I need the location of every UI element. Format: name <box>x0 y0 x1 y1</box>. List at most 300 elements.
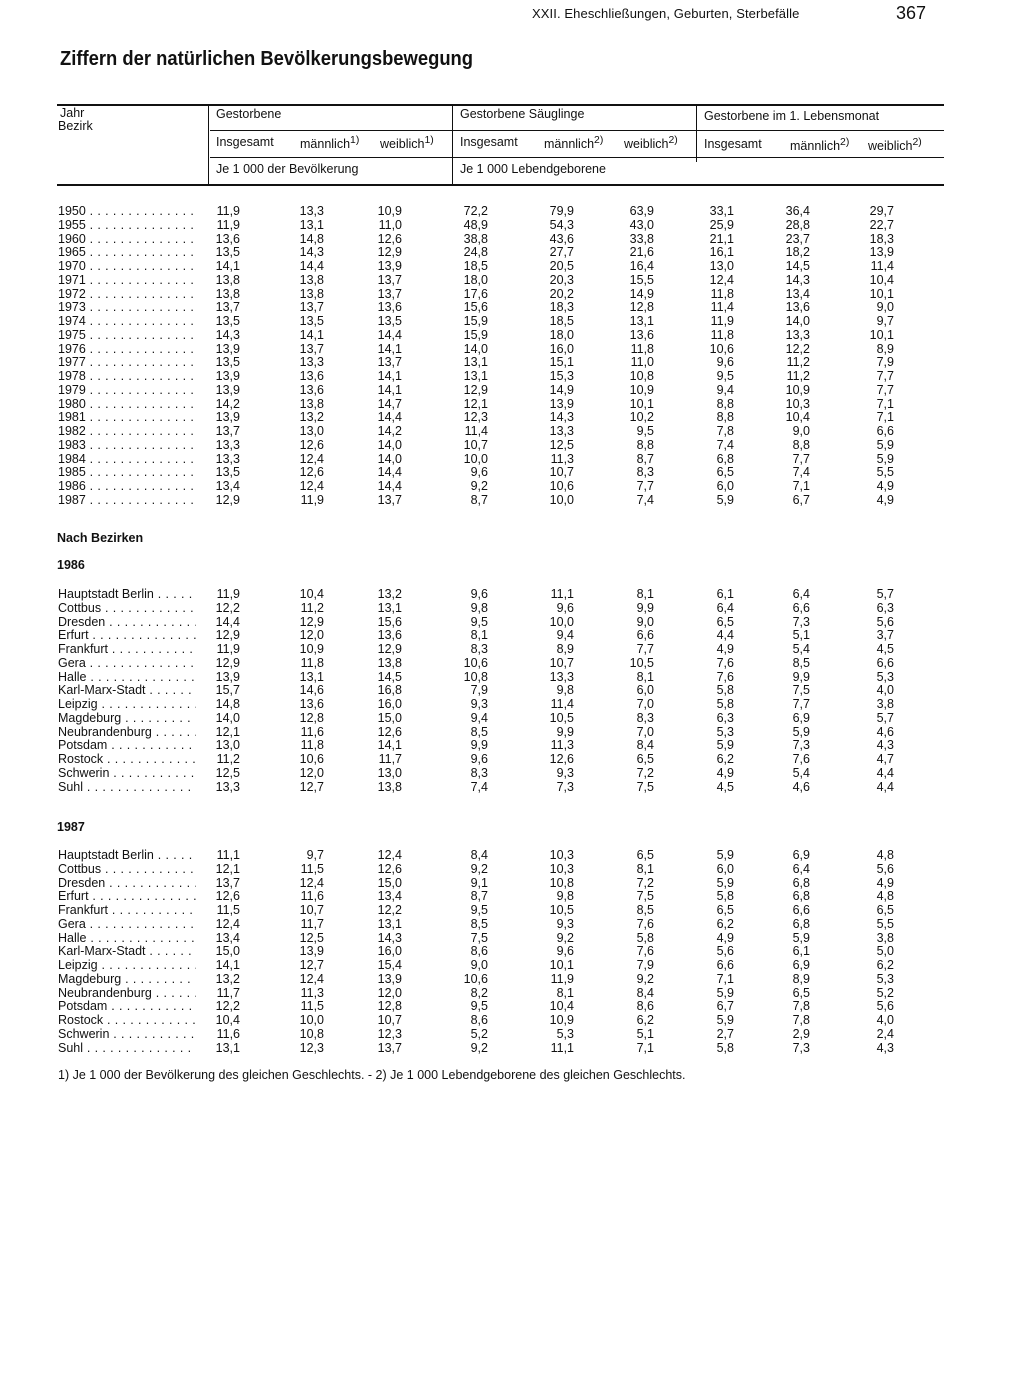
table-cell: 11,6 <box>300 889 324 904</box>
table-cell: 8,3 <box>636 710 654 725</box>
row-label: Magdeburg . . . <box>58 711 196 725</box>
table-cell: 12,9 <box>215 628 240 643</box>
table-cell: 9,4 <box>470 710 488 725</box>
table-cell: 15,9 <box>463 327 488 342</box>
table-cell: 6,0 <box>716 479 734 493</box>
table-cell: 12,8 <box>299 710 324 725</box>
table-cell: 14,2 <box>215 396 240 411</box>
table-cell: 12,7 <box>299 958 324 972</box>
section-heading: Nach Bezirken <box>57 531 144 545</box>
table-cell: 13,4 <box>215 930 240 945</box>
table-cell: 18,3 <box>549 300 574 315</box>
table-cell: 11,1 <box>550 1040 574 1055</box>
table-cell: 13,8 <box>299 286 324 301</box>
row-label: 1973 . . . <box>58 300 196 314</box>
col-header-insgesamt: Insgesamt <box>216 135 274 149</box>
table-cell: 12,1 <box>215 861 240 876</box>
table-row <box>0 342 1024 356</box>
table-row <box>0 218 1024 232</box>
table-cell: 63,9 <box>629 204 654 218</box>
table-cell: 12,2 <box>785 341 810 356</box>
table-cell: 4,4 <box>876 765 894 780</box>
table-cell: 9,2 <box>470 479 488 493</box>
table-cell: 7,7 <box>792 697 810 711</box>
table-cell: 13,5 <box>215 465 240 480</box>
row-label: 1977 . . . <box>58 355 196 369</box>
table-cell: 9,2 <box>636 971 654 986</box>
table-cell: 12,6 <box>299 465 324 480</box>
table-cell: 5,3 <box>716 724 734 739</box>
table-cell: 10,9 <box>377 204 402 218</box>
table-cell: 11,9 <box>216 217 240 232</box>
row-label: Neubrandenburg . . . <box>58 986 196 1000</box>
table-cell: 4,8 <box>876 848 894 862</box>
group-rule <box>210 130 944 131</box>
table-cell: 13,9 <box>215 382 240 397</box>
table-cell: 9,0 <box>792 424 810 438</box>
table-cell: 12,7 <box>299 779 324 794</box>
page-title: Ziffern der natürlichen Bevölkerungsbewegung <box>60 48 474 70</box>
table-cell: 14,3 <box>215 327 240 342</box>
row-label: Gera . . . <box>58 917 196 931</box>
table-row <box>0 780 1024 794</box>
group-header-neonatal-deaths: Gestorbene im 1. Lebensmonat <box>704 109 880 123</box>
table-cell: 16,1 <box>709 245 734 260</box>
table-cell: 4,9 <box>876 479 894 493</box>
table-cell: 5,3 <box>556 1026 574 1041</box>
table-cell: 10,7 <box>549 465 574 480</box>
table-cell: 8,9 <box>792 971 810 986</box>
table-cell: 9,6 <box>470 587 488 601</box>
table-cell: 10,4 <box>869 272 894 287</box>
row-label: Frankfurt . . . <box>58 642 196 656</box>
table-cell: 9,5 <box>470 903 488 917</box>
table-cell: 5,7 <box>876 710 894 725</box>
table-cell: 5,8 <box>716 889 734 904</box>
table-cell: 5,7 <box>876 587 894 601</box>
table-cell: 12,5 <box>549 437 574 452</box>
table-cell: 10,9 <box>629 382 654 397</box>
table-row <box>0 245 1024 259</box>
table-cell: 12,0 <box>377 985 402 1000</box>
table-cell: 9,8 <box>556 683 574 698</box>
table-cell: 6,6 <box>792 600 810 615</box>
row-label: Schwerin . . . <box>58 766 196 780</box>
table-cell: 5,6 <box>716 944 734 959</box>
table-cell: 18,0 <box>549 327 574 342</box>
table-cell: 11,9 <box>216 204 240 218</box>
table-cell: 7,3 <box>792 614 810 629</box>
table-row <box>0 656 1024 670</box>
table-cell: 11,6 <box>300 724 324 739</box>
table-row <box>0 410 1024 424</box>
table-cell: 13,6 <box>299 697 324 711</box>
table-cell: 8,9 <box>876 341 894 356</box>
row-label: 1982 . . . <box>58 424 196 438</box>
table-cell: 10,7 <box>299 903 324 917</box>
stub-label-year: Jahr <box>60 106 85 120</box>
table-row <box>0 438 1024 452</box>
table-cell: 9,4 <box>556 628 574 643</box>
col-header-maennlich: männlich$^{2)}$ <box>790 137 850 154</box>
table-cell: 7,9 <box>876 355 894 370</box>
table-cell: 11,2 <box>786 369 810 383</box>
table-cell: 9,5 <box>636 424 654 438</box>
year-heading-1987: 1987 <box>57 820 85 834</box>
table-row <box>0 300 1024 314</box>
table-cell: 43,6 <box>549 231 574 246</box>
row-label: Neubrandenburg . . . <box>58 725 196 739</box>
table-cell: 8,8 <box>792 437 810 452</box>
table-cell: 6,8 <box>792 889 810 904</box>
table-cell: 12,3 <box>463 410 488 425</box>
table-cell: 5,9 <box>876 437 894 452</box>
table-cell: 14,1 <box>215 958 240 972</box>
table-cell: 11,5 <box>300 999 324 1014</box>
table-cell: 15,3 <box>549 369 574 383</box>
table-cell: 8,3 <box>470 642 488 656</box>
row-label: Halle . . . <box>58 931 196 945</box>
stub-label-district: Bezirk <box>58 119 93 133</box>
table-cell: 10,3 <box>785 396 810 411</box>
table-cell: 7,6 <box>716 655 734 670</box>
table-cell: 9,7 <box>876 314 894 328</box>
table-cell: 13,6 <box>629 327 654 342</box>
table-cell: 9,6 <box>470 752 488 766</box>
group-header-deaths: Gestorbene <box>216 107 282 121</box>
unit-label-population: Je 1 000 der Bevölkerung <box>216 162 359 176</box>
table-cell: 7,7 <box>792 451 810 466</box>
table-cell: 13,0 <box>709 259 734 273</box>
table-cell: 18,2 <box>785 245 810 260</box>
table-cell: 10,9 <box>299 642 324 656</box>
table-cell: 9,2 <box>470 861 488 876</box>
table-row <box>0 999 1024 1013</box>
table-cell: 13,8 <box>299 396 324 411</box>
row-label: Leipzig . . . <box>58 697 196 711</box>
table-cell: 9,7 <box>306 848 324 862</box>
table-cell: 3,8 <box>876 697 894 711</box>
table-row <box>0 601 1024 615</box>
table-cell: 14,3 <box>785 272 810 287</box>
table-cell: 13,5 <box>215 314 240 328</box>
table-cell: 6,0 <box>716 861 734 876</box>
table-cell: 10,1 <box>629 396 654 411</box>
table-cell: 13,7 <box>299 341 324 356</box>
table-cell: 8,1 <box>470 628 488 643</box>
table-cell: 13,1 <box>463 355 488 370</box>
table-cell: 13,3 <box>785 327 810 342</box>
table-cell: 29,7 <box>869 204 894 218</box>
table-row <box>0 903 1024 917</box>
table-cell: 7,0 <box>636 724 654 739</box>
table-cell: 13,5 <box>215 355 240 370</box>
table-cell: 7,5 <box>636 779 654 794</box>
col-header-maennlich: männlich$^{1)}$ <box>300 135 360 152</box>
table-cell: 13,3 <box>549 424 574 438</box>
table-cell: 36,4 <box>785 204 810 218</box>
table-cell: 13,3 <box>215 451 240 466</box>
col-header-weiblich: weiblich$^{1)}$ <box>380 135 434 152</box>
table-cell: 9,6 <box>716 355 734 370</box>
row-label: 1987 . . . <box>58 493 196 507</box>
table-cell: 11,6 <box>216 1026 240 1041</box>
table-cell: 13,8 <box>215 286 240 301</box>
table-cell: 13,1 <box>629 314 654 328</box>
table-cell: 13,7 <box>215 875 240 890</box>
table-cell: 14,9 <box>629 286 654 301</box>
table-cell: 15,7 <box>215 683 240 698</box>
table-cell: 14,4 <box>377 465 402 480</box>
table-cell: 5,1 <box>636 1026 654 1041</box>
table-cell: 10,4 <box>785 410 810 425</box>
table-cell: 10,0 <box>549 492 574 507</box>
table-cell: 6,5 <box>716 465 734 480</box>
table-cell: 15,6 <box>377 614 402 629</box>
table-cell: 43,0 <box>629 217 654 232</box>
table-cell: 7,1 <box>876 410 894 425</box>
table-cell: 13,2 <box>215 971 240 986</box>
table-cell: 5,9 <box>716 738 734 753</box>
table-cell: 7,7 <box>876 369 894 383</box>
table-cell: 12,0 <box>299 765 324 780</box>
table-cell: 13,3 <box>215 779 240 794</box>
table-row <box>0 1013 1024 1027</box>
table-cell: 18,3 <box>869 231 894 246</box>
table-cell: 7,3 <box>792 1040 810 1055</box>
table-cell: 14,4 <box>377 479 402 493</box>
table-cell: 6,7 <box>792 492 810 507</box>
table-cell: 22,7 <box>869 217 894 232</box>
table-cell: 13,1 <box>377 916 402 931</box>
table-row <box>0 931 1024 945</box>
table-row <box>0 369 1024 383</box>
table-row <box>0 738 1024 752</box>
table-cell: 21,6 <box>629 245 654 260</box>
table-cell: 6,5 <box>876 903 894 917</box>
table-cell: 12,1 <box>463 396 488 411</box>
table-cell: 17,6 <box>463 286 488 301</box>
table-cell: 10,5 <box>549 710 574 725</box>
table-cell: 13,7 <box>377 272 402 287</box>
table-cell: 6,6 <box>716 958 734 972</box>
table-cell: 11,9 <box>216 642 240 656</box>
table-cell: 14,0 <box>463 341 488 356</box>
table-cell: 8,4 <box>636 738 654 753</box>
table-cell: 11,4 <box>464 424 488 438</box>
table-cell: 10,0 <box>299 1013 324 1027</box>
table-cell: 13,1 <box>463 369 488 383</box>
table-cell: 7,8 <box>792 999 810 1014</box>
table-row <box>0 1027 1024 1041</box>
table-cell: 11,7 <box>216 985 240 1000</box>
table-cell: 10,7 <box>463 437 488 452</box>
table-cell: 12,9 <box>463 382 488 397</box>
table-cell: 12,8 <box>377 999 402 1014</box>
row-label: Rostock . . . <box>58 752 196 766</box>
table-cell: 8,7 <box>636 451 654 466</box>
table-cell: 6,5 <box>636 752 654 766</box>
unit-rule <box>210 157 944 158</box>
row-label: Karl-Marx-Stadt . . . <box>58 944 196 958</box>
table-cell: 6,5 <box>716 903 734 917</box>
table-cell: 12,9 <box>377 245 402 260</box>
table-cell: 10,4 <box>215 1013 240 1027</box>
table-cell: 9,8 <box>470 600 488 615</box>
table-cell: 6,5 <box>636 848 654 862</box>
table-cell: 7,6 <box>792 752 810 766</box>
table-row <box>0 683 1024 697</box>
year-heading-1986: 1986 <box>57 558 85 572</box>
table-cell: 38,8 <box>463 231 488 246</box>
table-cell: 9,3 <box>556 765 574 780</box>
table-cell: 8,5 <box>792 655 810 670</box>
row-label: Suhl . . . <box>58 1041 196 1055</box>
table-cell: 4,9 <box>716 765 734 780</box>
table-cell: 14,7 <box>377 396 402 411</box>
table-cell: 10,1 <box>869 286 894 301</box>
table-cell: 7,3 <box>792 738 810 753</box>
table-cell: 4,7 <box>876 752 894 766</box>
table-cell: 8,5 <box>470 916 488 931</box>
table-cell: 9,6 <box>556 600 574 615</box>
table-cell: 4,6 <box>792 779 810 794</box>
table-cell: 9,9 <box>470 738 488 753</box>
table-cell: 13,6 <box>377 300 402 315</box>
table-cell: 2,4 <box>876 1026 894 1041</box>
table-cell: 14,2 <box>377 424 402 438</box>
table-cell: 8,1 <box>556 985 574 1000</box>
row-label: Dresden . . . <box>58 876 196 890</box>
table-cell: 27,7 <box>549 245 574 260</box>
table-cell: 12,1 <box>215 724 240 739</box>
table-cell: 10,2 <box>629 410 654 425</box>
row-label: 1976 . . . <box>58 342 196 356</box>
table-cell: 16,0 <box>549 341 574 356</box>
table-cell: 14,5 <box>785 259 810 273</box>
table-cell: 18,5 <box>463 259 488 273</box>
table-cell: 11,3 <box>550 451 574 466</box>
col-header-insgesamt: Insgesamt <box>460 135 518 149</box>
table-cell: 6,8 <box>716 451 734 466</box>
table-cell: 7,8 <box>792 1013 810 1027</box>
table-cell: 9,3 <box>470 697 488 711</box>
table-cell: 13,7 <box>377 286 402 301</box>
table-cell: 15,1 <box>549 355 574 370</box>
table-cell: 13,7 <box>299 300 324 315</box>
table-cell: 7,1 <box>792 479 810 493</box>
table-cell: 13,9 <box>215 341 240 356</box>
table-cell: 12,4 <box>299 875 324 890</box>
table-cell: 11,2 <box>216 752 240 766</box>
table-cell: 6,2 <box>716 752 734 766</box>
table-cell: 6,4 <box>792 587 810 601</box>
table-row <box>0 314 1024 328</box>
table-cell: 13,6 <box>785 300 810 315</box>
table-cell: 13,3 <box>299 204 324 218</box>
running-head: XXII. Eheschließungen, Geburten, Sterbefälle <box>532 6 800 21</box>
table-cell: 9,0 <box>876 300 894 315</box>
table-cell: 5,9 <box>716 875 734 890</box>
col-header-insgesamt: Insgesamt <box>704 137 762 151</box>
table-cell: 12,4 <box>709 272 734 287</box>
table-cell: 14,1 <box>377 341 402 356</box>
table-cell: 13,9 <box>869 245 894 260</box>
table-cell: 54,3 <box>549 217 574 232</box>
table-cell: 2,7 <box>716 1026 734 1041</box>
table-row <box>0 287 1024 301</box>
row-label: Magdeburg . . . <box>58 972 196 986</box>
table-row <box>0 628 1024 642</box>
table-row <box>0 587 1024 601</box>
table-cell: 7,8 <box>716 424 734 438</box>
table-cell: 13,7 <box>377 1040 402 1055</box>
table-cell: 9,4 <box>716 382 734 397</box>
table-cell: 9,0 <box>470 958 488 972</box>
table-cell: 12,6 <box>377 861 402 876</box>
table-cell: 7,5 <box>636 889 654 904</box>
header-divider <box>696 106 697 162</box>
row-label: Karl-Marx-Stadt . . . <box>58 683 196 697</box>
table-row <box>0 259 1024 273</box>
table-row <box>0 958 1024 972</box>
table-cell: 9,5 <box>716 369 734 383</box>
table-cell: 9,2 <box>470 1040 488 1055</box>
table-cell: 8,2 <box>470 985 488 1000</box>
table-cell: 6,2 <box>636 1013 654 1027</box>
table-cell: 11,2 <box>300 600 324 615</box>
table-cell: 12,9 <box>215 492 240 507</box>
table-cell: 14,1 <box>377 738 402 753</box>
table-cell: 13,0 <box>377 765 402 780</box>
table-cell: 14,4 <box>377 327 402 342</box>
table-cell: 14,4 <box>215 614 240 629</box>
table-cell: 13,9 <box>549 396 574 411</box>
table-cell: 8,6 <box>636 999 654 1014</box>
row-label: Cottbus . . . <box>58 862 196 876</box>
table-cell: 11,8 <box>630 341 654 356</box>
table-cell: 10,0 <box>549 614 574 629</box>
table-cell: 14,1 <box>299 327 324 342</box>
table-row <box>0 889 1024 903</box>
table-cell: 5,0 <box>876 944 894 959</box>
table-cell: 13,5 <box>215 245 240 260</box>
table-row <box>0 642 1024 656</box>
table-cell: 5,8 <box>716 683 734 698</box>
table-row <box>0 862 1024 876</box>
table-cell: 8,4 <box>636 985 654 1000</box>
table-cell: 6,6 <box>876 655 894 670</box>
table-cell: 8,3 <box>470 765 488 780</box>
table-cell: 33,1 <box>709 204 734 218</box>
row-label: Hauptstadt Berlin . . . <box>58 848 196 862</box>
row-label: Hauptstadt Berlin . . . <box>58 587 196 601</box>
table-cell: 10,6 <box>549 479 574 493</box>
table-row <box>0 424 1024 438</box>
table-cell: 4,4 <box>876 779 894 794</box>
table-cell: 11,9 <box>216 587 240 601</box>
table-cell: 7,2 <box>636 765 654 780</box>
table-cell: 12,5 <box>215 765 240 780</box>
table-cell: 12,4 <box>215 916 240 931</box>
table-cell: 9,2 <box>556 930 574 945</box>
header-divider <box>208 106 209 184</box>
row-label: Suhl . . . <box>58 780 196 794</box>
table-cell: 12,2 <box>215 600 240 615</box>
table-cell: 16,0 <box>377 697 402 711</box>
row-label: Dresden . . . <box>58 615 196 629</box>
table-row <box>0 944 1024 958</box>
